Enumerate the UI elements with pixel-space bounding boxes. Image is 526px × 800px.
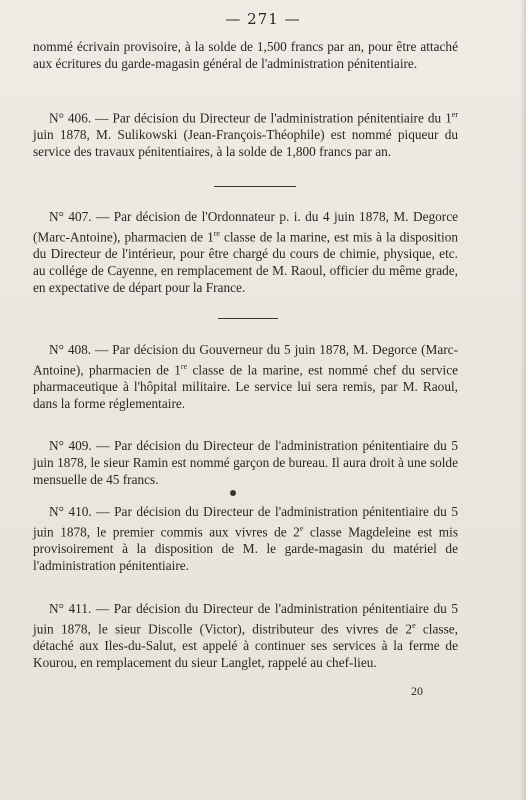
separator-rule	[218, 318, 278, 319]
page-number: — 271 —	[225, 10, 301, 28]
superscript: e	[412, 621, 416, 630]
paragraph-text: N° 409. — Par décision du Directeur de l'administration pénitentiaire du 5 juin 1878, le sieur Ramin est nommé garçon de bureau. Il aura droit à une solde mensuelle de 45 francs.	[33, 438, 458, 487]
paragraph-407	[33, 208, 458, 296]
paragraph-text: N° 410. — Par décision du Directeur de l'administration pénitentiaire du 5 juin 1878, le premier commis aux vivres de 2	[33, 504, 458, 540]
superscript: e	[299, 524, 304, 533]
paragraph-text: nommé écrivain provisoire, à la solde de 1,500 francs par an, pour être attaché aux écritures du garde-magasin général de l'administration pénitentiaire.	[33, 39, 458, 71]
paragraph-text: classe Magdeleine est mis provisoirement à la disposition de M. le garde-magasin du matériel de l'administration pénitentiaire.	[33, 524, 459, 574]
paragraph-text: N° 411. — Par décision du Directeur de l'administration pénitentiaire du 5 juin 1878, le sieur Discolle (Victor), distributeur des vivres de 2	[33, 601, 458, 637]
paragraph-text: classe, détaché aux Iles-du-Salut, est appelé à continuer ses services à la ferme de Kourou, en remplacement du sieur Langlet, rappelé au chef-lieu.	[33, 621, 458, 671]
paragraph-409	[33, 437, 458, 488]
page-edge-shadow	[520, 0, 526, 800]
superscript: re	[180, 362, 188, 371]
paragraph-text: N° 407. — Par décision de l'Ordonnateur p. i. du 4 juin 1878, M. Degorce (Marc-Antoine), pharmacien de 1	[33, 209, 458, 245]
paragraph-text: classe de la marine, est mis à la disposition du Directeur de l'intérieur, pour être chargé du cours de chimie, physique, etc. au collége de Cayenne, en remplacement de M. Raoul, officier du même grade, en expectative de départ pour la France.	[33, 229, 458, 296]
ink-dot	[230, 490, 236, 496]
paragraph-text: juin 1878, M. Sulikowski (Jean-François-Théophile) est nommé piqueur du service des travaux pénitentiaires, à la solde de 1,800 francs par an.	[33, 127, 458, 160]
paragraph-text: classe de la marine, est nommé chef du service pharmaceutique à l'hôpital militaire. Le service lui sera remis, par M. Raoul, dans la forme réglementaire.	[33, 362, 459, 412]
paragraph-continuation	[33, 38, 458, 72]
paragraph-text: N° 408. — Par décision du Gouverneur du 5 juin 1878, M. Degorce (Marc-Antoine), pharmacien de 1	[33, 342, 458, 378]
paragraph-411	[33, 600, 458, 671]
superscript: er	[451, 110, 458, 119]
separator-rule	[214, 186, 296, 187]
paragraph-text: N° 406. — Par décision du Directeur de l'administration pénitentiaire du 1	[49, 110, 452, 126]
paragraph-406	[33, 106, 458, 160]
signature-mark: 20	[411, 684, 423, 698]
paragraph-410	[33, 503, 458, 574]
superscript: re	[213, 229, 220, 238]
paragraph-408	[33, 341, 458, 412]
